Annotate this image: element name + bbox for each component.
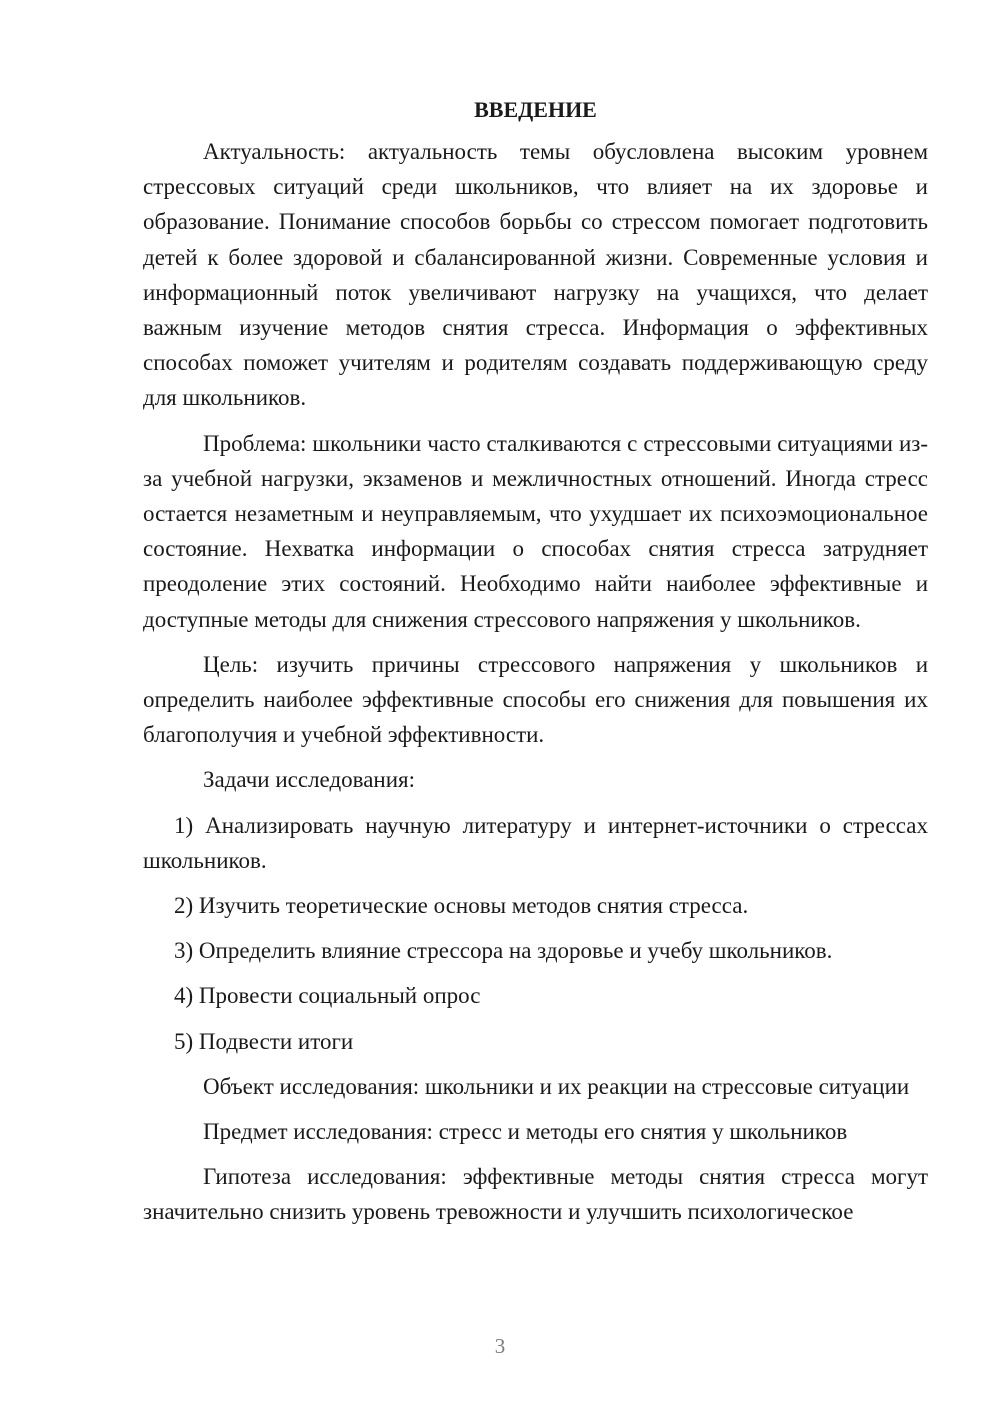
problem-paragraph: Проблема: школьники часто сталкиваются с стрессовыми ситуациями из-за учебной нагрузки, экзаменов и межличностных отношений. Иногда стресс остается незаметным и неуправляемым, что ухудшает их психоэмоциональное состояние. Нехватка информации о способах снятия стресса затрудняет преодоление этих состояний. Необходимо найти наиболее эффективные и доступные методы для снижения стрессового напряжения у школьников. (143, 430, 928, 632)
hypothesis-paragraph: Гипотеза исследования: эффективные методы снятия стресса могут значительно снизить уровень тревожности и улучшить психологическое (143, 1164, 928, 1225)
section-title: ВВЕДЕНИЕ (474, 97, 597, 122)
task-item-4: 4) Провести социальный опрос (174, 983, 481, 1009)
subject-paragraph: Предмет исследования: стресс и методы его снятия у школьников (203, 1119, 848, 1145)
task-item-1: 1) Анализировать научную литературу и интернет-источники о стрессах школьников. (143, 812, 928, 873)
task-item-5: 5) Подвести итоги (174, 1028, 354, 1054)
page-number: 3 (494, 1334, 506, 1358)
task-item-2: 2) Изучить теоретические основы методов снятия стресса. (174, 893, 749, 919)
task-item-3: 3) Определить влияние стрессора на здоровье и учебу школьников. (174, 938, 833, 964)
goal-paragraph: Цель: изучить причины стрессового напряжения у школьников и определить наиболее эффективные способы его снижения для повышения их благополучия и учебной эффективности. (143, 651, 928, 748)
relevance-paragraph: Актуальность: актуальность темы обусловлена высоким уровнем стрессовых ситуаций среди школьников, что влияет на их здоровье и образование. Понимание способов борьбы со стрессом помогает подготовить детей к более здоровой и сбалансированной жизни. Современные условия и информационный поток увеличивают нагрузку на учащихся, что делает важным изучение методов снятия стресса. Информация о эффективных способах поможет учителям и родителям создавать поддерживающую среду для школьников. (143, 139, 928, 411)
tasks-heading: Задачи исследования: (203, 767, 416, 793)
page-content (143, 97, 928, 1240)
object-paragraph: Объект исследования: школьники и их реакции на стрессовые ситуации (203, 1073, 910, 1099)
